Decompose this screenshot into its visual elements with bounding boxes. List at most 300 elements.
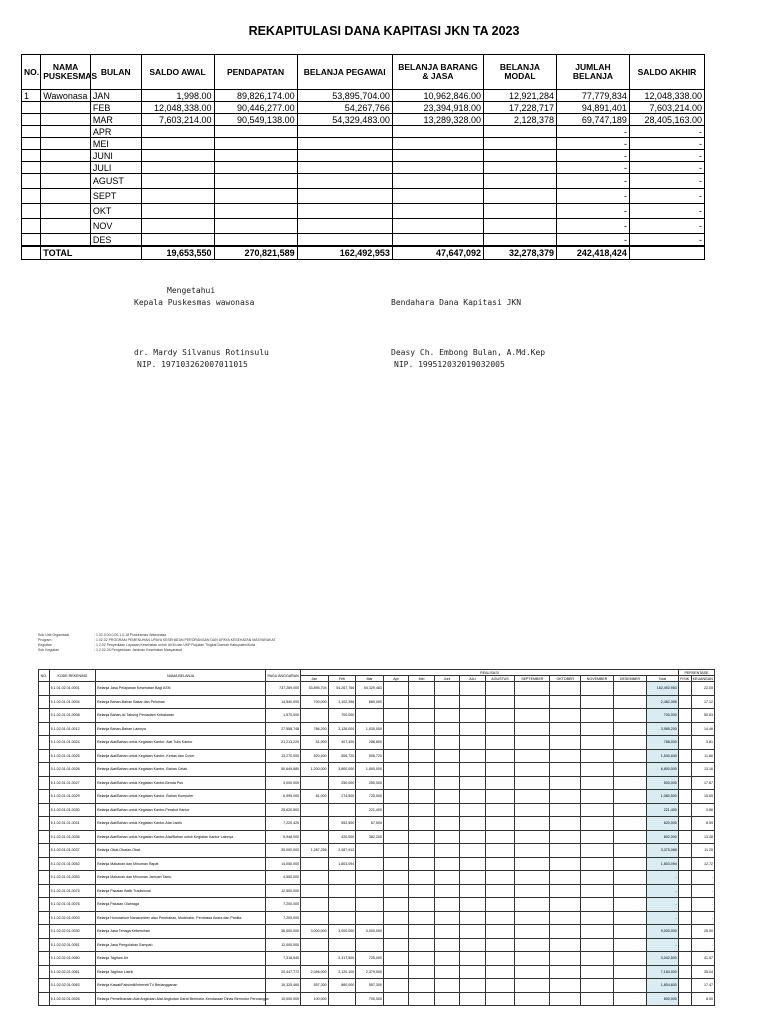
recap-cell [392,126,483,138]
detail-pagu: 1,570,000 [266,709,301,723]
detail-month-value [328,871,356,885]
detail-no [39,695,50,709]
recap-cell [392,162,483,174]
recap-cell [484,189,557,204]
detail-pagu: 25,620,500 [266,803,301,817]
detail-month-empty [383,992,408,1006]
month-cell: JUNI [90,150,141,162]
recap-cell [392,234,483,247]
detail-month-value: 860,000 [328,979,356,993]
detail-kode: 5.1.02.01.01.0075 [49,884,96,898]
recap-cell [214,189,297,204]
detail-month-empty [409,844,434,858]
recap-cell [41,174,91,189]
detail-month-empty [485,763,515,777]
signature-right-nip: NIP. 199512032019032005 [394,360,505,369]
detail-month-empty [383,682,408,696]
total-label: TOTAL [41,246,141,260]
recap-row [22,102,705,114]
detail-month-value: 700,000 [356,992,384,1006]
detail-month-header: Mar [356,676,384,682]
detail-month-value [301,709,329,723]
recap-cell [214,174,297,189]
detail-pct-fisik [678,911,691,925]
recap-cell [141,174,214,189]
recap-row [22,138,705,150]
detail-month-empty [581,979,614,993]
detail-header-persentase: PERSENTASE [678,670,714,676]
recap-cell [297,189,392,204]
detail-month-empty [614,911,647,925]
month-cell: FEB [90,102,141,114]
detail-month-empty [434,911,459,925]
detail-month-empty [383,925,408,939]
detail-month-value: 1,030,000 [356,722,384,736]
detail-pct-keuangan: 17.47 [691,979,715,993]
detail-month-value: 250,000 [328,776,356,790]
detail-pct-fisik [678,803,691,817]
detail-no [39,736,50,750]
detail-month-empty [485,965,515,979]
detail-row [39,979,715,993]
meta-value: : 1.02.02 PROGRAM PEMENUHAN UPAYA KESEHATAN PERORANGAN DAN UPAYA KESEHATAN MASYARAKAT [94,638,276,642]
recap-cell: 89,826,174.00 [214,90,297,102]
detail-month-empty [614,965,647,979]
recap-cell [297,234,392,247]
detail-total: 1,803,094 [646,857,678,871]
report-title: REKAPITULASI DANA KAPITASI JKN TA 2023 [248,24,520,38]
detail-month-header: Juni [434,676,459,682]
recap-cell [392,174,483,189]
detail-pagu: 6,995,000 [266,790,301,804]
recap-cell: - [629,189,704,204]
detail-no [39,992,50,1006]
recap-cell [484,126,557,138]
detail-month-empty [550,992,581,1006]
detail-month-empty [409,938,434,952]
recap-cell: - [556,150,629,162]
detail-month-header: JULI [460,676,485,682]
detail-month-empty [515,695,550,709]
detail-month-header: Jan [301,676,329,682]
detail-month-empty [485,992,515,1006]
recap-cell [484,174,557,189]
detail-month-empty [409,682,434,696]
detail-total: 800,000 [646,992,678,1006]
detail-month-empty [383,817,408,831]
detail-nama: Belanja Alat/Bahan untuk Kegiatan Kantor-Alat/Bahan untuk Kegiatan Kantor Lainnya [96,830,266,844]
detail-month-empty [581,749,614,763]
detail-month-empty [434,898,459,912]
total-value: 162,492,953 [297,246,392,260]
signature-left-nip: NIP. 197103262007011015 [137,360,248,369]
detail-pct-fisik [678,938,691,952]
recap-cell [22,126,41,138]
detail-row [39,844,715,858]
detail-month-empty [614,695,647,709]
detail-header-kode: KODE REKENING [49,670,96,682]
detail-pagu: 50,649,880 [266,763,301,777]
detail-month-empty [460,925,485,939]
detail-month-empty [515,911,550,925]
recap-cell [22,204,41,219]
recap-cell [297,150,392,162]
detail-month-empty [550,911,581,925]
detail-month-empty [485,695,515,709]
detail-month-empty [614,776,647,790]
detail-month-empty [409,803,434,817]
detail-total: 1,540,840 [646,749,678,763]
detail-month-empty [460,965,485,979]
detail-month-value [301,857,329,871]
meta-key: Kegiatan [38,643,52,647]
detail-pct-fisik [678,749,691,763]
detail-month-empty [485,938,515,952]
detail-row [39,709,715,723]
detail-month-value: 725,000 [356,952,384,966]
detail-total: 3,042,500 [646,952,678,966]
total-value: 47,647,092 [392,246,483,260]
detail-month-empty [485,857,515,871]
recap-cell [484,162,557,174]
detail-pagu: 10,000,000 [266,992,301,1006]
detail-month-value [301,938,329,952]
detail-month-value: 2,120,100 [328,965,356,979]
detail-kode: 5.1.02.01.01.0025 [49,749,96,763]
recap-cell [22,150,41,162]
recap-cell [214,150,297,162]
detail-month-empty [383,722,408,736]
detail-month-empty [581,844,614,858]
detail-kode: 5.1.02.01.01.0053 [49,871,96,885]
detail-month-value: 51,900 [301,736,329,750]
detail-pct-keuangan: - [691,898,715,912]
recap-cell: 69,747,189 [556,114,629,126]
recap-header-cell: NO. [22,55,41,90]
detail-pagu: 10,325,460 [266,979,301,993]
detail-month-empty [434,722,459,736]
recap-cell [41,114,91,126]
detail-month-empty [460,844,485,858]
recap-cell: - [556,162,629,174]
recap-cell [484,234,557,247]
detail-pagu: 5,948,000 [266,830,301,844]
detail-month-empty [614,844,647,858]
recap-header-cell: NAMA PUSKESMAS [41,55,91,90]
detail-month-value [328,884,356,898]
detail-no [39,884,50,898]
detail-month-empty [515,682,550,696]
detail-month-header: OKTOBER [550,676,581,682]
detail-month-empty [581,911,614,925]
detail-row [39,803,715,817]
detail-nama: Belanja Alat/Bahan untuk Kegiatan Kantor-Perabot Kantor [96,803,266,817]
signature-left-line2: Kepala Puskesmas wawonasa [134,298,255,307]
detail-no [39,749,50,763]
recap-header-cell: BELANJA PEGAWAI [297,55,392,90]
detail-month-empty [515,830,550,844]
detail-kode: 5.1.02.02.01.0003 [49,911,96,925]
recap-cell: 90,446,277.00 [214,102,297,114]
recap-cell [297,138,392,150]
recap-cell: 7,603,214.00 [141,114,214,126]
recap-cell: 1 [22,90,41,102]
recap-cell [141,204,214,219]
detail-month-empty [515,938,550,952]
detail-month-empty [434,776,459,790]
detail-month-empty [614,871,647,885]
detail-month-empty [485,911,515,925]
detail-pct-fisik [678,965,691,979]
detail-month-value [356,911,384,925]
detail-total: 788,000 [646,736,678,750]
detail-month-value [301,817,329,831]
detail-pct-keuangan: 0.86 [691,803,715,817]
detail-kode: 5.1.02.01.01.0076 [49,898,96,912]
recap-cell: - [629,204,704,219]
detail-no [39,979,50,993]
detail-pct-keuangan: 50.63 [691,709,715,723]
recap-cell [41,234,91,247]
detail-month-empty [409,898,434,912]
detail-month-empty [581,952,614,966]
meta-value: : 1.2.02 Penyediaan Layanan Kesehatan untuk UKM dan UKP Rujukan Tingkat Daerah Kabupaten/Kota [94,643,256,647]
detail-month-empty [434,884,459,898]
detail-month-value [328,803,356,817]
detail-month-empty [409,830,434,844]
detail-kode: 5.1.02.01.01.0024 [49,736,96,750]
recap-cell: Wawonasa [41,90,91,102]
detail-month-empty [581,992,614,1006]
recap-cell [141,126,214,138]
recap-header-row [22,55,705,90]
recap-row [22,189,705,204]
month-cell: DES [90,234,141,247]
recap-header-cell: BELANJA MODAL [484,55,557,90]
detail-row [39,965,715,979]
recap-cell [22,102,41,114]
recap-cell: 12,921,284 [484,90,557,102]
detail-month-value: 81,000 [301,790,329,804]
detail-pct-keuangan: 15.65 [691,790,715,804]
detail-row [39,817,715,831]
sub-unit-meta [38,633,276,653]
detail-month-empty [614,857,647,871]
detail-month-empty [485,979,515,993]
detail-pct-keuangan: 17.67 [691,776,715,790]
detail-row [39,695,715,709]
recap-cell [214,162,297,174]
detail-month-header: SEPTEMBER [515,676,550,682]
recap-cell: - [629,150,704,162]
meta-value: : 1.2.02.26 Pengelolaan Jaminan Kesehatan Masyarakat [94,648,182,652]
detail-nama: Belanja Tagihan Air [96,952,266,966]
detail-pct-fisik [678,776,691,790]
recap-cell [392,150,483,162]
meta-value: : 1.02.0.00.0.00.1.0.18 Puskesmas Wawonasa [94,633,167,637]
recap-header-cell: BELANJA BARANG & JASA [392,55,483,90]
detail-month-empty [485,776,515,790]
detail-month-value: 407,300 [328,736,356,750]
recap-cell [297,219,392,234]
detail-month-empty [485,682,515,696]
recap-row [22,174,705,189]
detail-no [39,844,50,858]
detail-month-value [356,884,384,898]
recap-total-row [22,246,705,260]
detail-total: 7,184,000 [646,965,678,979]
recap-row [22,234,705,247]
detail-month-empty [614,749,647,763]
recap-cell [484,204,557,219]
detail-pct-keuangan: 13.48 [691,830,715,844]
detail-nama: Belanja Pemeliharaan Alat Angkutan-Alat Angkutan Darat Bermotor-Kendaraan Dinas Bermotor Perorangan [96,992,266,1006]
detail-total: - [646,898,678,912]
detail-month-empty [515,925,550,939]
detail-month-empty [581,817,614,831]
detail-month-empty [434,817,459,831]
detail-month-empty [550,830,581,844]
detail-month-empty [409,992,434,1006]
detail-month-empty [409,965,434,979]
detail-month-empty [581,965,614,979]
detail-month-value: 3,000,000 [356,925,384,939]
detail-month-empty [581,763,614,777]
signature-right-name: Deasy Ch. Embong Bulan, A.Md.Kep [391,348,546,357]
detail-month-empty [409,749,434,763]
detail-month-empty [434,736,459,750]
detail-pct-keuangan: 8.59 [691,817,715,831]
detail-month-empty [515,817,550,831]
recap-cell [141,162,214,174]
detail-nama: Belanja Alat/Bahan untuk Kegiatan Kantor- Bahan Cetak [96,763,266,777]
detail-month-value: 382,200 [356,830,384,844]
recap-cell: - [629,219,704,234]
detail-no [39,722,50,736]
recap-cell [141,189,214,204]
detail-no [39,830,50,844]
detail-total: 3,985,200 [646,722,678,736]
recap-cell: 23,394,918.00 [392,102,483,114]
detail-month-empty [409,722,434,736]
detail-month-value: 700,000 [328,709,356,723]
detail-month-value [328,992,356,1006]
detail-month-empty [383,871,408,885]
recap-cell [22,138,41,150]
detail-total: - [646,871,678,885]
recap-cell: 94,891,401 [556,102,629,114]
total-value [629,246,704,260]
recap-cell: - [556,126,629,138]
detail-nama: Belanja Makanan dan Minuman Jamuan Tamu [96,871,266,885]
detail-month-empty [550,790,581,804]
detail-total: - [646,884,678,898]
recap-row [22,126,705,138]
detail-month-empty [614,790,647,804]
detail-month-empty [485,844,515,858]
detail-row [39,776,715,790]
detail-month-empty [550,695,581,709]
detail-month-empty [485,925,515,939]
recap-cell [22,234,41,247]
detail-month-value: 67,500 [356,817,384,831]
detail-pct-keuangan: 35.04 [691,965,715,979]
detail-month-empty [383,911,408,925]
detail-pct2-header: KEUANGAN [692,676,713,681]
detail-month-empty [614,830,647,844]
recap-cell [41,204,91,219]
recap-cell [392,204,483,219]
recap-cell [22,174,41,189]
detail-month-value: 288,800 [356,736,384,750]
detail-nama: Belanja Jasa Pelayanan Kesehatan Bagi ASN [96,682,266,696]
detail-nama: Belanja Tagihan Listrik [96,965,266,979]
detail-no [39,871,50,885]
detail-month-value: 250,000 [356,776,384,790]
recap-cell: - [629,174,704,189]
recap-cell: 12,048,338.00 [141,102,214,114]
detail-row [39,992,715,1006]
detail-month-value: 557,300 [301,979,329,993]
recap-cell: 53,895,704.00 [297,90,392,102]
detail-month-empty [485,898,515,912]
recap-row [22,204,705,219]
detail-month-value [301,884,329,898]
detail-month-value: 2,126,000 [328,722,356,736]
detail-month-empty [581,938,614,952]
detail-pct-fisik [678,925,691,939]
recap-cell [141,234,214,247]
detail-total: 1,804,600 [646,979,678,993]
detail-pagu: 13,270,000 [266,749,301,763]
detail-month-empty [581,871,614,885]
recap-cell [392,189,483,204]
detail-month-value: 53,895,704 [301,682,329,696]
detail-month-value: 274,500 [328,790,356,804]
detail-no [39,682,50,696]
detail-month-empty [460,776,485,790]
detail-month-empty [434,749,459,763]
detail-row [39,898,715,912]
detail-month-empty [550,979,581,993]
detail-row [39,871,715,885]
detail-month-empty [460,736,485,750]
detail-pct-keuangan: 14.46 [691,722,715,736]
month-cell: JAN [90,90,141,102]
detail-month-empty [383,857,408,871]
meta-line [38,648,276,653]
detail-month-empty [383,803,408,817]
detail-month-empty [581,776,614,790]
detail-month-empty [550,722,581,736]
recap-cell [22,219,41,234]
detail-row [39,790,715,804]
detail-total-header: Total [646,676,678,682]
month-cell: MEI [90,138,141,150]
detail-month-empty [581,695,614,709]
detail-month-empty [434,763,459,777]
detail-month-empty [515,965,550,979]
recap-header-cell: PENDAPATAN [214,55,297,90]
detail-month-empty [485,790,515,804]
detail-month-empty [515,803,550,817]
detail-month-empty [550,763,581,777]
detail-month-empty [460,992,485,1006]
detail-pct-fisik [678,709,691,723]
recap-cell: - [556,204,629,219]
detail-kode: 5.1.02.02.01.0030 [49,925,96,939]
detail-month-value: 786,200 [301,722,329,736]
